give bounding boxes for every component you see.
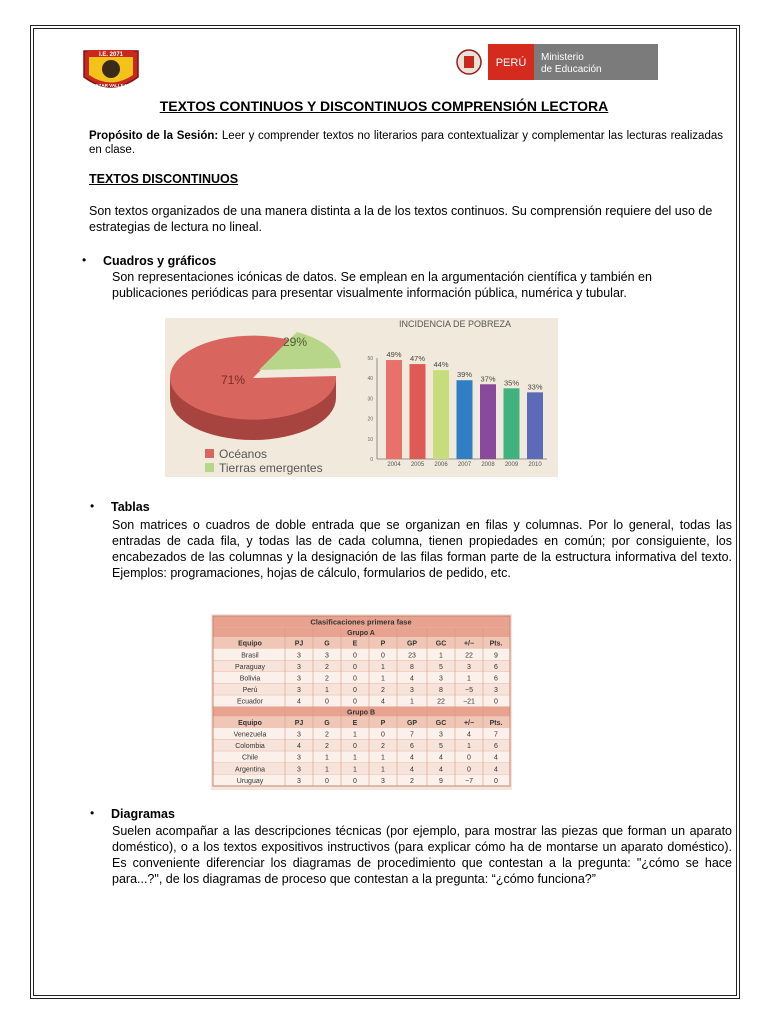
bar-y-tick: 40 — [367, 376, 373, 383]
table-cell: 3 — [297, 652, 301, 660]
table-header-cell: Pts. — [489, 719, 503, 727]
table-cell: 3 — [467, 663, 471, 671]
bar-label: 37% — [480, 374, 496, 384]
table-cell: 0 — [494, 698, 498, 706]
bar-2010 — [527, 392, 543, 459]
group-name: Grupo A — [347, 630, 375, 638]
section-title: TEXTOS DISCONTINUOS — [89, 172, 239, 186]
table-cell: Argentina — [235, 766, 265, 774]
table-cell: 3 — [297, 777, 301, 785]
purpose-text: Leer y comprender textos no literarios para contextualizar y complementar las lecturas realizadas en clase. — [89, 130, 723, 156]
bullet-icon: • — [90, 499, 95, 513]
legend-swatch-oceanos — [205, 449, 214, 458]
table-cell: 23 — [408, 652, 416, 660]
table-cell: 2 — [325, 663, 329, 671]
table-cell: 4 — [297, 743, 301, 751]
table-cell: 6 — [494, 663, 498, 671]
table-cell: 22 — [465, 652, 473, 660]
table-cell: 4 — [439, 766, 443, 774]
table-cell: Brasil — [241, 652, 259, 660]
table-cell: 0 — [325, 777, 329, 785]
table-cell: 2 — [381, 687, 385, 695]
table-cell: 4 — [467, 731, 471, 739]
table-cell: 4 — [439, 754, 443, 762]
table-cell: 3 — [297, 663, 301, 671]
page-title: TEXTOS CONTINUOS Y DISCONTINUOS COMPRENSIÓN LECTORA — [159, 98, 609, 114]
table-cell: 0 — [353, 663, 357, 671]
session-purpose — [89, 129, 723, 157]
bar-x-tick: 2010 — [528, 462, 542, 468]
table-cell: 3 — [439, 675, 443, 683]
bar-2009 — [504, 388, 520, 459]
table-cell: 9 — [494, 652, 498, 660]
table-title: Clasificaciones primera fase — [310, 617, 412, 627]
table-cell: Perú — [242, 687, 258, 695]
table-cell: Paraguay — [235, 663, 265, 671]
table-cell: 1 — [325, 754, 329, 762]
table-cell: 0 — [494, 777, 498, 785]
bar-y-tick: 20 — [367, 416, 373, 423]
table-cell: 3 — [297, 731, 301, 739]
table-cell: 1 — [353, 731, 357, 739]
bullet-text-charts: Son representaciones icónicas de datos. Se emplean en la argumentación científica y también en publicaciones periódicas para presentar visualmente información pública, numérica y tubular. — [112, 270, 652, 300]
table-cell: 0 — [353, 652, 357, 660]
table-cell: 9 — [439, 777, 443, 785]
table-cell: 1 — [381, 754, 385, 762]
table-header-cell: Pts. — [489, 640, 503, 648]
table-cell: 2 — [410, 777, 414, 785]
table-cell: 3 — [439, 731, 443, 739]
table-header-cell: P — [380, 640, 386, 648]
table-cell: 0 — [353, 743, 357, 751]
table-cell: 1 — [381, 766, 385, 774]
peru-label: PERÚ — [495, 57, 527, 69]
table-cell: 6 — [494, 743, 498, 751]
table-cell: 4 — [410, 766, 414, 774]
intro-paragraph: Son textos organizados de una manera distinta a la de los textos continuos. Su comprensión requiere del uso de estrategias de lectura no lineal. — [89, 204, 713, 234]
table-cell: 5 — [439, 743, 443, 751]
table-header-cell: E — [352, 719, 358, 727]
bar-x-tick: 2005 — [410, 462, 425, 468]
table-cell: 3 — [297, 687, 301, 695]
table-header-cell: G — [324, 719, 330, 727]
table-cell: 4 — [381, 698, 385, 706]
table-cell: 0 — [325, 698, 329, 706]
bar-label: 44% — [433, 360, 449, 370]
table-cell: 0 — [467, 766, 471, 774]
table-cell: 0 — [381, 652, 385, 660]
table-cell: 8 — [439, 687, 443, 695]
table-cell: 3 — [297, 754, 301, 762]
table-cell: 0 — [381, 731, 385, 739]
table-cell: 6 — [494, 675, 498, 683]
charts-figure — [165, 318, 558, 477]
table-cell: 1 — [467, 743, 471, 751]
table-header-cell: GP — [406, 640, 418, 648]
pie-label-tierras: 29% — [283, 335, 308, 349]
table-cell: 2 — [325, 731, 329, 739]
table-cell: 1 — [325, 766, 329, 774]
table-cell: −7 — [465, 777, 473, 785]
table-header-cell: +/− — [463, 640, 475, 648]
table-cell: 1 — [381, 663, 385, 671]
table-cell: 6 — [410, 743, 414, 751]
table-cell: Uruguay — [236, 777, 264, 785]
table-cell: 3 — [410, 687, 414, 695]
table-cell: 4 — [410, 754, 414, 762]
table-header-cell: Equipo — [238, 719, 262, 727]
table-cell: 1 — [325, 687, 329, 695]
logo-text: CEZAR VALLEJO — [92, 83, 130, 88]
table-header-cell: PJ — [294, 640, 304, 648]
bar-chart-title: INCIDENCIA DE POBREZA — [398, 319, 512, 329]
table-cell: 1 — [410, 698, 414, 706]
table-cell: 2 — [325, 743, 329, 751]
table-header-cell: GC — [435, 719, 447, 727]
purpose-label: Propósito de la Sesión: — [89, 130, 219, 142]
bar-y-tick: 10 — [367, 436, 373, 443]
table-cell: −21 — [463, 698, 475, 706]
table-cell: 3 — [381, 777, 385, 785]
table-cell: 8 — [410, 663, 414, 671]
bar-y-tick: 50 — [367, 356, 373, 362]
bar-chart — [367, 350, 547, 468]
table-header-cell: P — [380, 719, 386, 727]
bullet-title-charts: Cuadros y gráficos — [103, 254, 217, 268]
bar-label: 35% — [503, 378, 520, 388]
bar-label: 47% — [409, 354, 426, 364]
table-header-cell: GP — [406, 719, 418, 727]
table-header-cell: PJ — [294, 719, 304, 727]
table-cell: 4 — [494, 766, 498, 774]
table-cell: 4 — [297, 698, 301, 706]
bar-y-tick: 0 — [370, 457, 373, 463]
bullet-title-tables: Tablas — [111, 500, 150, 514]
table-cell: 3 — [297, 675, 301, 683]
bar-x-tick: 2006 — [434, 462, 448, 468]
pie-chart — [170, 332, 341, 475]
table-cell: Chile — [242, 754, 258, 762]
table-cell: Venezuela — [233, 731, 267, 739]
bullet-icon: • — [82, 253, 87, 267]
table-cell: 1 — [353, 754, 357, 762]
bar-2005 — [410, 364, 426, 459]
bar-2004 — [386, 360, 402, 459]
table-cell: 0 — [353, 698, 357, 706]
bar-label: 49% — [386, 350, 402, 360]
bar-label: 33% — [527, 382, 543, 392]
table-cell: 0 — [467, 754, 471, 762]
bar-x-tick: 2008 — [481, 462, 495, 468]
ministry-label-2: de Educación — [541, 64, 602, 75]
table-cell: −5 — [465, 687, 473, 695]
table-cell: 2 — [381, 743, 385, 751]
bar-2006 — [433, 370, 449, 459]
bullet-icon: • — [90, 806, 95, 820]
ministry-logo — [455, 44, 658, 80]
table-cell: 7 — [494, 731, 498, 739]
table-cell: 1 — [467, 675, 471, 683]
table-cell: 3 — [297, 766, 301, 774]
bullet-text-diagrams: Suelen acompañar a las descripciones técnicas (por ejemplo, para mostrar las piezas que forman un aparato doméstico), o a los textos expositivos instructivos (para explicar cómo ha de montarse un aparato doméstico). Es conveniente diferenciar los diagramas de procedimiento que contestan a la pregunta: "¿cómo se hace para...?", de los diagramas de proceso que contestan a la pregunta: “¿cómo funciona?” — [112, 824, 732, 886]
table-cell: Ecuador — [236, 698, 264, 706]
table-cell: 1 — [381, 675, 385, 683]
group-name: Grupo B — [347, 709, 375, 717]
table-cell: 22 — [437, 698, 445, 706]
table-cell: 7 — [410, 731, 414, 739]
bar-2007 — [457, 380, 473, 459]
bar-y-tick: 30 — [367, 396, 373, 403]
logo-code: I.E. 2071 — [98, 52, 124, 58]
table-cell: Bolivia — [239, 675, 261, 683]
table-cell: 1 — [439, 652, 443, 660]
legend-oceanos: Océanos — [219, 447, 268, 461]
table-header-cell: E — [352, 640, 358, 648]
table-cell: 0 — [353, 675, 357, 683]
bar-x-tick: 2007 — [457, 462, 472, 468]
table-cell: 4 — [410, 675, 414, 683]
standings-table-figure — [211, 614, 512, 790]
table-cell: 1 — [353, 766, 357, 774]
bullet-text-tables: Son matrices o cuadros de doble entrada que se organizan en filas y columnas. Por lo general, todas las entradas de cada fila, y todas las de cada columna, tienen propiedades en común; por consiguiente, los encabezados de las columnas y la designación de las filas forman parte de la estructura informativa del texto. Ejemplos: programaciones, hojas de cálculo, formularios de pedido, etc. — [112, 518, 732, 580]
bar-x-tick: 2004 — [387, 462, 401, 468]
table-cell: 0 — [353, 777, 357, 785]
school-logo — [80, 47, 142, 95]
table-cell: 5 — [439, 663, 443, 671]
table-cell: Colombia — [235, 743, 265, 751]
table-header-cell: +/− — [463, 719, 475, 727]
bullet-title-diagrams: Diagramas — [111, 807, 175, 821]
table-cell: 3 — [325, 652, 329, 660]
table-header-cell: G — [324, 640, 330, 648]
bar-2008 — [480, 384, 496, 459]
ministry-label-1: Ministerio — [541, 52, 584, 63]
table-cell: 2 — [325, 675, 329, 683]
table-header-cell: GC — [435, 640, 447, 648]
legend-swatch-tierras — [205, 463, 214, 472]
pie-label-oceanos: 71% — [221, 373, 246, 387]
table-header-cell: Equipo — [238, 640, 262, 648]
legend-tierras: Tierras emergentes — [219, 461, 323, 475]
bar-label: 39% — [456, 370, 473, 380]
table-cell: 4 — [494, 754, 498, 762]
bar-x-tick: 2009 — [504, 462, 519, 468]
table-cell: 3 — [494, 687, 498, 695]
table-cell: 0 — [353, 687, 357, 695]
